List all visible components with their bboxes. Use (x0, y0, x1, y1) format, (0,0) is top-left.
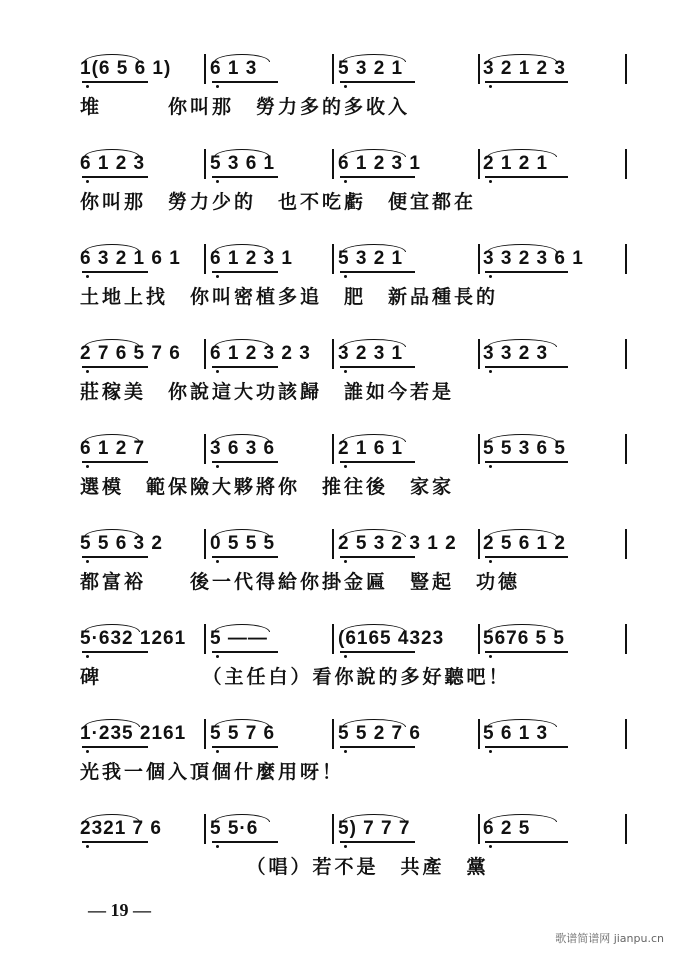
measure (210, 622, 330, 656)
beam-underline (212, 461, 278, 463)
octave-dot (489, 85, 492, 88)
barline (332, 814, 334, 844)
measure (80, 337, 200, 371)
measure (80, 527, 200, 561)
barline (625, 149, 627, 179)
beam-underline (340, 176, 415, 178)
octave-dot (86, 845, 89, 848)
measure (483, 242, 633, 276)
measure (338, 717, 475, 751)
measure-notes: (6165 4323 (338, 628, 445, 649)
slur-mark (214, 54, 270, 62)
measure-notes: 5 —— (210, 628, 268, 649)
slur-mark (84, 719, 140, 727)
octave-dot (489, 465, 492, 468)
octave-dot (344, 275, 347, 278)
octave-dot (86, 370, 89, 373)
measure (210, 337, 330, 371)
slur-mark (487, 624, 557, 632)
notation-line (80, 527, 640, 561)
measure (483, 717, 633, 751)
slur-mark (84, 814, 140, 822)
barline (478, 814, 480, 844)
barline (625, 54, 627, 84)
octave-dot (86, 465, 89, 468)
measure-notes: 1(6 5 6 1) (80, 58, 172, 79)
octave-dot (344, 370, 347, 373)
beam-underline (82, 176, 148, 178)
barline (478, 54, 480, 84)
measure-notes: 6 1 2 7 (80, 438, 146, 459)
measure-notes: 5 3 2 1 (338, 58, 404, 79)
barline (204, 54, 206, 84)
beam-underline (485, 366, 568, 368)
measure-notes: 3 2 3 1 (338, 343, 404, 364)
measure (483, 52, 633, 86)
measure (80, 622, 200, 656)
lyrics-line: 堆 你叫那 勞力多的多收入 (80, 96, 411, 118)
barline (625, 624, 627, 654)
measure (483, 622, 633, 656)
measure-notes: 5 5 7 6 (210, 723, 276, 744)
barline (332, 244, 334, 274)
beam-underline (82, 651, 148, 653)
slur-mark (84, 434, 140, 442)
measure (483, 812, 633, 846)
lyrics-line: 選模 範保險大夥將你 推往後 家家 (80, 476, 455, 498)
slur-mark (214, 149, 270, 157)
measure (210, 242, 330, 276)
slur-mark (342, 434, 406, 442)
slur-mark (342, 624, 406, 632)
beam-underline (212, 556, 278, 558)
barline (625, 529, 627, 559)
barline (332, 149, 334, 179)
beam-underline (82, 271, 148, 273)
barline (478, 244, 480, 274)
slur-mark (84, 529, 140, 537)
measure-notes: 5676 5 5 (483, 628, 565, 649)
slur-mark (342, 814, 406, 822)
measure (80, 812, 200, 846)
slur-mark (84, 339, 140, 347)
slur-mark (487, 244, 557, 252)
measure-notes: 6 3 2 1 6 1 (80, 248, 181, 269)
slur-mark (342, 719, 406, 727)
slur-mark (214, 624, 270, 632)
slur-mark (487, 54, 557, 62)
beam-underline (485, 746, 568, 748)
barline (204, 244, 206, 274)
measure-notes: 5·632 1261 (80, 628, 187, 649)
measure-notes: 5 3 6 1 (210, 153, 276, 174)
measure (80, 432, 200, 466)
notation-line (80, 812, 640, 846)
slur-mark (487, 719, 557, 727)
measure (210, 717, 330, 751)
slur-mark (342, 149, 406, 157)
barline (625, 434, 627, 464)
beam-underline (212, 176, 278, 178)
measure-notes: 2 1 2 1 (483, 153, 549, 174)
beam-underline (340, 651, 415, 653)
beam-underline (340, 746, 415, 748)
beam-underline (340, 461, 415, 463)
beam-underline (485, 556, 568, 558)
measure-notes: 6 1 2 3 1 (210, 248, 293, 269)
beam-underline (340, 81, 415, 83)
beam-underline (82, 461, 148, 463)
measure-notes: 2 1 6 1 (338, 438, 404, 459)
octave-dot (216, 370, 219, 373)
barline (332, 54, 334, 84)
beam-underline (212, 651, 278, 653)
slur-mark (342, 244, 406, 252)
beam-underline (212, 271, 278, 273)
page-number: — 19 — (88, 900, 151, 920)
measure (210, 432, 330, 466)
slur-mark (84, 54, 140, 62)
beam-underline (485, 271, 568, 273)
octave-dot (216, 180, 219, 183)
beam-underline (340, 366, 415, 368)
barline (478, 339, 480, 369)
octave-dot (216, 560, 219, 563)
measure-notes: 5 5 2 7 6 (338, 723, 421, 744)
octave-dot (344, 560, 347, 563)
lyrics-line: 你叫那 勞力少的 也不吃虧 便宜都在 (80, 191, 477, 213)
barline (478, 719, 480, 749)
notation-line (80, 717, 640, 751)
slur-mark (84, 149, 140, 157)
lyrics-line: 光我一個入頂個什麼用呀！ (80, 761, 345, 783)
lyrics-line: 碑 （主任白）看你說的多好聽吧！ (80, 666, 511, 688)
beam-underline (485, 651, 568, 653)
octave-dot (86, 750, 89, 753)
barline (204, 149, 206, 179)
beam-underline (485, 81, 568, 83)
octave-dot (86, 655, 89, 658)
octave-dot (489, 560, 492, 563)
measure (338, 432, 475, 466)
octave-dot (86, 275, 89, 278)
octave-dot (344, 85, 347, 88)
octave-dot (489, 180, 492, 183)
octave-dot (86, 180, 89, 183)
octave-dot (216, 275, 219, 278)
barline (204, 814, 206, 844)
barline (204, 434, 206, 464)
barline (625, 814, 627, 844)
octave-dot (216, 750, 219, 753)
measure (483, 527, 633, 561)
barline (204, 624, 206, 654)
beam-underline (212, 841, 278, 843)
measure (210, 527, 330, 561)
measure (483, 147, 633, 181)
octave-dot (216, 655, 219, 658)
lyrics-line: 土地上找 你叫密植多追 肥 新品種長的 (80, 286, 499, 308)
measure-notes: 6 1 3 (210, 58, 258, 79)
measure (338, 242, 475, 276)
beam-underline (82, 841, 148, 843)
measure (338, 622, 475, 656)
measure-notes: 2 7 6 5 7 6 (80, 343, 181, 364)
measure-notes: 5) 7 7 7 (338, 818, 411, 839)
measure-notes: 5 5 3 6 5 (483, 438, 566, 459)
barline (204, 339, 206, 369)
beam-underline (485, 841, 568, 843)
notation-line (80, 622, 640, 656)
octave-dot (489, 845, 492, 848)
measure-notes: 6 2 5 (483, 818, 531, 839)
octave-dot (216, 85, 219, 88)
measure-notes: 2 5 6 1 2 (483, 533, 566, 554)
measure (210, 52, 330, 86)
beam-underline (485, 461, 568, 463)
measure (80, 242, 200, 276)
beam-underline (82, 556, 148, 558)
slur-mark (214, 434, 270, 442)
measure-notes: 5 5·6 (210, 818, 259, 839)
beam-underline (340, 271, 415, 273)
measure (483, 432, 633, 466)
slur-mark (487, 529, 557, 537)
beam-underline (82, 746, 148, 748)
measure (483, 337, 633, 371)
octave-dot (344, 465, 347, 468)
slur-mark (214, 529, 270, 537)
barline (204, 719, 206, 749)
watermark: 歌谱简谱网 jianpu.cn (555, 932, 664, 945)
octave-dot (344, 750, 347, 753)
measure-notes: 1·235 2161 (80, 723, 187, 744)
barline (478, 434, 480, 464)
slur-mark (487, 434, 557, 442)
notation-line (80, 147, 640, 181)
measure (210, 812, 330, 846)
slur-mark (214, 339, 270, 347)
barline (478, 149, 480, 179)
barline (332, 339, 334, 369)
notation-line (80, 242, 640, 276)
measure (80, 717, 200, 751)
octave-dot (489, 275, 492, 278)
octave-dot (489, 750, 492, 753)
measure-notes: 6 1 2 3 1 (338, 153, 421, 174)
notation-line (80, 337, 640, 371)
measure-notes: 3 2 1 2 3 (483, 58, 566, 79)
octave-dot (344, 180, 347, 183)
slur-mark (342, 529, 406, 537)
beam-underline (340, 556, 415, 558)
octave-dot (216, 845, 219, 848)
barline (332, 529, 334, 559)
slur-mark (84, 624, 140, 632)
octave-dot (86, 85, 89, 88)
slur-mark (214, 814, 270, 822)
beam-underline (82, 81, 148, 83)
octave-dot (216, 465, 219, 468)
barline (332, 624, 334, 654)
beam-underline (340, 841, 415, 843)
measure (210, 147, 330, 181)
measure (338, 527, 475, 561)
beam-underline (82, 366, 148, 368)
beam-underline (212, 366, 278, 368)
notation-line (80, 432, 640, 466)
lyrics-line: （唱）若不是 共產 黨 (80, 856, 489, 878)
slur-mark (487, 339, 557, 347)
slur-mark (487, 149, 557, 157)
slur-mark (84, 244, 140, 252)
measure-notes: 6 1 2 3 (80, 153, 146, 174)
measure-notes: 0 5 5 5 (210, 533, 276, 554)
beam-underline (485, 176, 568, 178)
measure (338, 52, 475, 86)
measure-notes: 3 3 2 3 6 1 (483, 248, 584, 269)
notation-line (80, 52, 640, 86)
barline (625, 719, 627, 749)
measure (80, 147, 200, 181)
barline (478, 529, 480, 559)
measure-notes: 3 3 2 3 (483, 343, 549, 364)
slur-mark (214, 719, 270, 727)
barline (478, 624, 480, 654)
octave-dot (344, 845, 347, 848)
barline (332, 434, 334, 464)
beam-underline (212, 81, 278, 83)
barline (332, 719, 334, 749)
measure-notes: 6 1 2 3 2 3 (210, 343, 311, 364)
measure (338, 337, 475, 371)
slur-mark (487, 814, 557, 822)
beam-underline (212, 746, 278, 748)
lyrics-line: 莊稼美 你說這大功該歸 誰如今若是 (80, 381, 455, 403)
octave-dot (344, 655, 347, 658)
measure-notes: 5 6 1 3 (483, 723, 549, 744)
measure (80, 52, 200, 86)
barline (625, 339, 627, 369)
slur-mark (342, 339, 406, 347)
measure-notes: 2 5 3 2 3 1 2 (338, 533, 457, 554)
lyrics-line: 都富裕 後一代得給你掛金匾 豎起 功德 (80, 571, 521, 593)
slur-mark (214, 244, 270, 252)
slur-mark (342, 54, 406, 62)
octave-dot (86, 560, 89, 563)
measure-notes: 5 5 6 3 2 (80, 533, 163, 554)
barline (204, 529, 206, 559)
measure (338, 147, 475, 181)
octave-dot (489, 370, 492, 373)
measure (338, 812, 475, 846)
measure-notes: 2321 7 6 (80, 818, 162, 839)
measure-notes: 5 3 2 1 (338, 248, 404, 269)
measure-notes: 3 6 3 6 (210, 438, 276, 459)
octave-dot (489, 655, 492, 658)
barline (625, 244, 627, 274)
